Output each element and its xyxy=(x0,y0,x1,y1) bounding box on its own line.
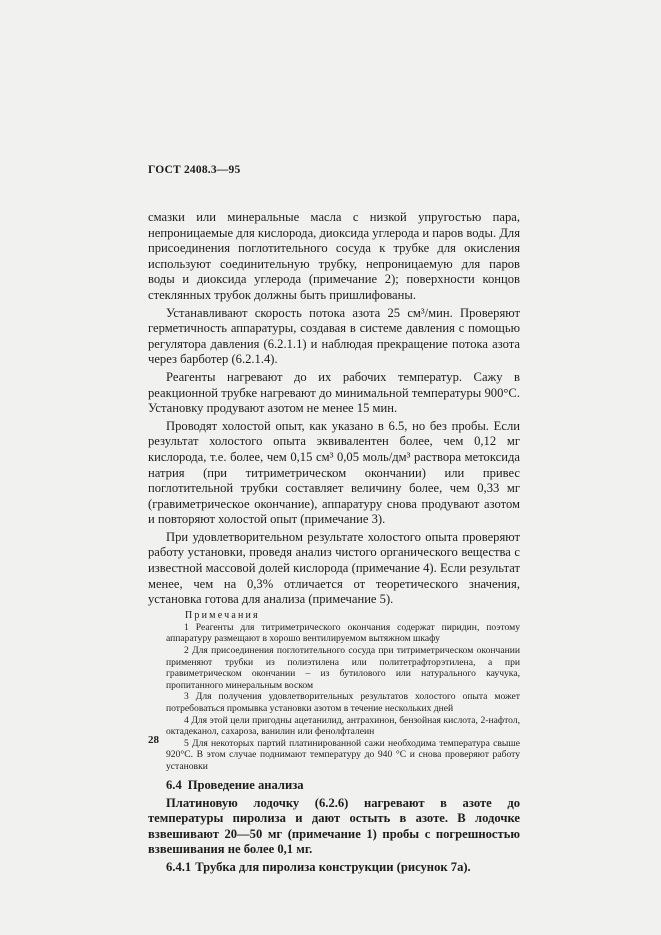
paragraph-verification: При удовлетворительном результате холостого опыта проверяют работу установки, проведя анализ чистого органического вещества с известной массовой долей кислорода (примечание 4). Если результат менее, чем на 0,3% отличается от теоретического значения, установка готова для анализа (примечание 5). xyxy=(148,529,520,607)
section-number: 6.4 xyxy=(166,777,182,792)
note-item: 1 Реагенты для титриметрического окончания содержат пиридин, поэтому аппаратуру размещают в хорошо вентилируемом вытяжном шкафу xyxy=(166,621,520,645)
notes-heading: Примечания xyxy=(185,609,260,621)
section-title: Проведение анализа xyxy=(187,777,304,792)
paragraph-nitrogen-flow: Устанавливают скорость потока азота 25 см³/мин. Проверяют герметичность аппаратуры, создавая в системе давления с помощью регулятора давления (6.2.1.1) и наблюдая прекращение потока азота через барботер (6.2.1.4). xyxy=(148,305,520,367)
note-item: 3 Для получения удовлетворительных результатов холостого опыта может потребоваться промывка установки азотом в течение нескольких дней xyxy=(166,691,520,714)
subsection-number: 6.4.1 xyxy=(166,859,192,874)
document-body xyxy=(148,210,520,876)
note-item: 5 Для некоторых партий платинированной сажи необходима температура свыше 920°C. В этом случае поднимают температуру до 940 °C и снова проверяют работу установки xyxy=(166,737,520,772)
paragraph-continuation: смазки или минеральные масла с низкой упругостью пара, непроницаемые для кислорода, диоксида углерода и паров воды. Для присоединения поглотительного сосуда к трубке для окисления используют соединительную трубку, непроницаемую для паров воды и диоксида углерода (примечание 2); поверхности концов стеклянных трубок должны быть пришлифованы. xyxy=(148,210,520,302)
standard-header: ГОСТ 2408.3—95 xyxy=(148,164,241,176)
paragraph-reagents-heating: Реагенты нагревают до их рабочих температур. Сажу в реакционной трубке нагревают до минимальной температуры 900°C. Установку продувают азотом не менее 15 мин. xyxy=(148,369,520,416)
subsection-heading xyxy=(166,860,520,876)
note-item: 2 Для присоединения поглотительного сосуда при титриметрическом окончании применяют трубки из полиэтилена или политетрафторэтилена, а при гравиметрическом окончании – из бутилового или натурального каучука, пропитанного минеральным воском xyxy=(166,645,520,691)
section-heading xyxy=(166,777,520,793)
paragraph-blank-test: Проводят холостой опыт, как указано в 6.5, но без пробы. Если результат холостого опыта эквивалентен более, чем 0,12 мг кислорода, т.е. более, чем 0,15 см³ 0,05 моль/дм³ раствора метоксида натрия (при титриметрическом окончании) или привес поглотительной трубки составляет величину более, чем 0,33 мг (гравиметрическое окончание), аппаратуру снова продувают азотом и повторяют холостой опыт (примечание 3). xyxy=(148,418,520,527)
subsection-title: Трубка для пиролиза конструкции (рисунок 7а). xyxy=(195,859,471,874)
page-number: 28 xyxy=(148,734,159,746)
note-item: 4 Для этой цели пригодны ацетанилид, антрахинон, бензойная кислота, 2-нафтол, октадеканол, сахароза, ванилин или фенолфталеин xyxy=(166,714,520,738)
paragraph-platinum-boat: Платиновую лодочку (6.2.6) нагревают в азоте до температуры пиролиза и дают остыть в азоте. В лодочке взвешивают 20—50 мг (примечание 1) пробы с погрешностью взвешивания не более 0,1 мг. xyxy=(148,795,520,857)
